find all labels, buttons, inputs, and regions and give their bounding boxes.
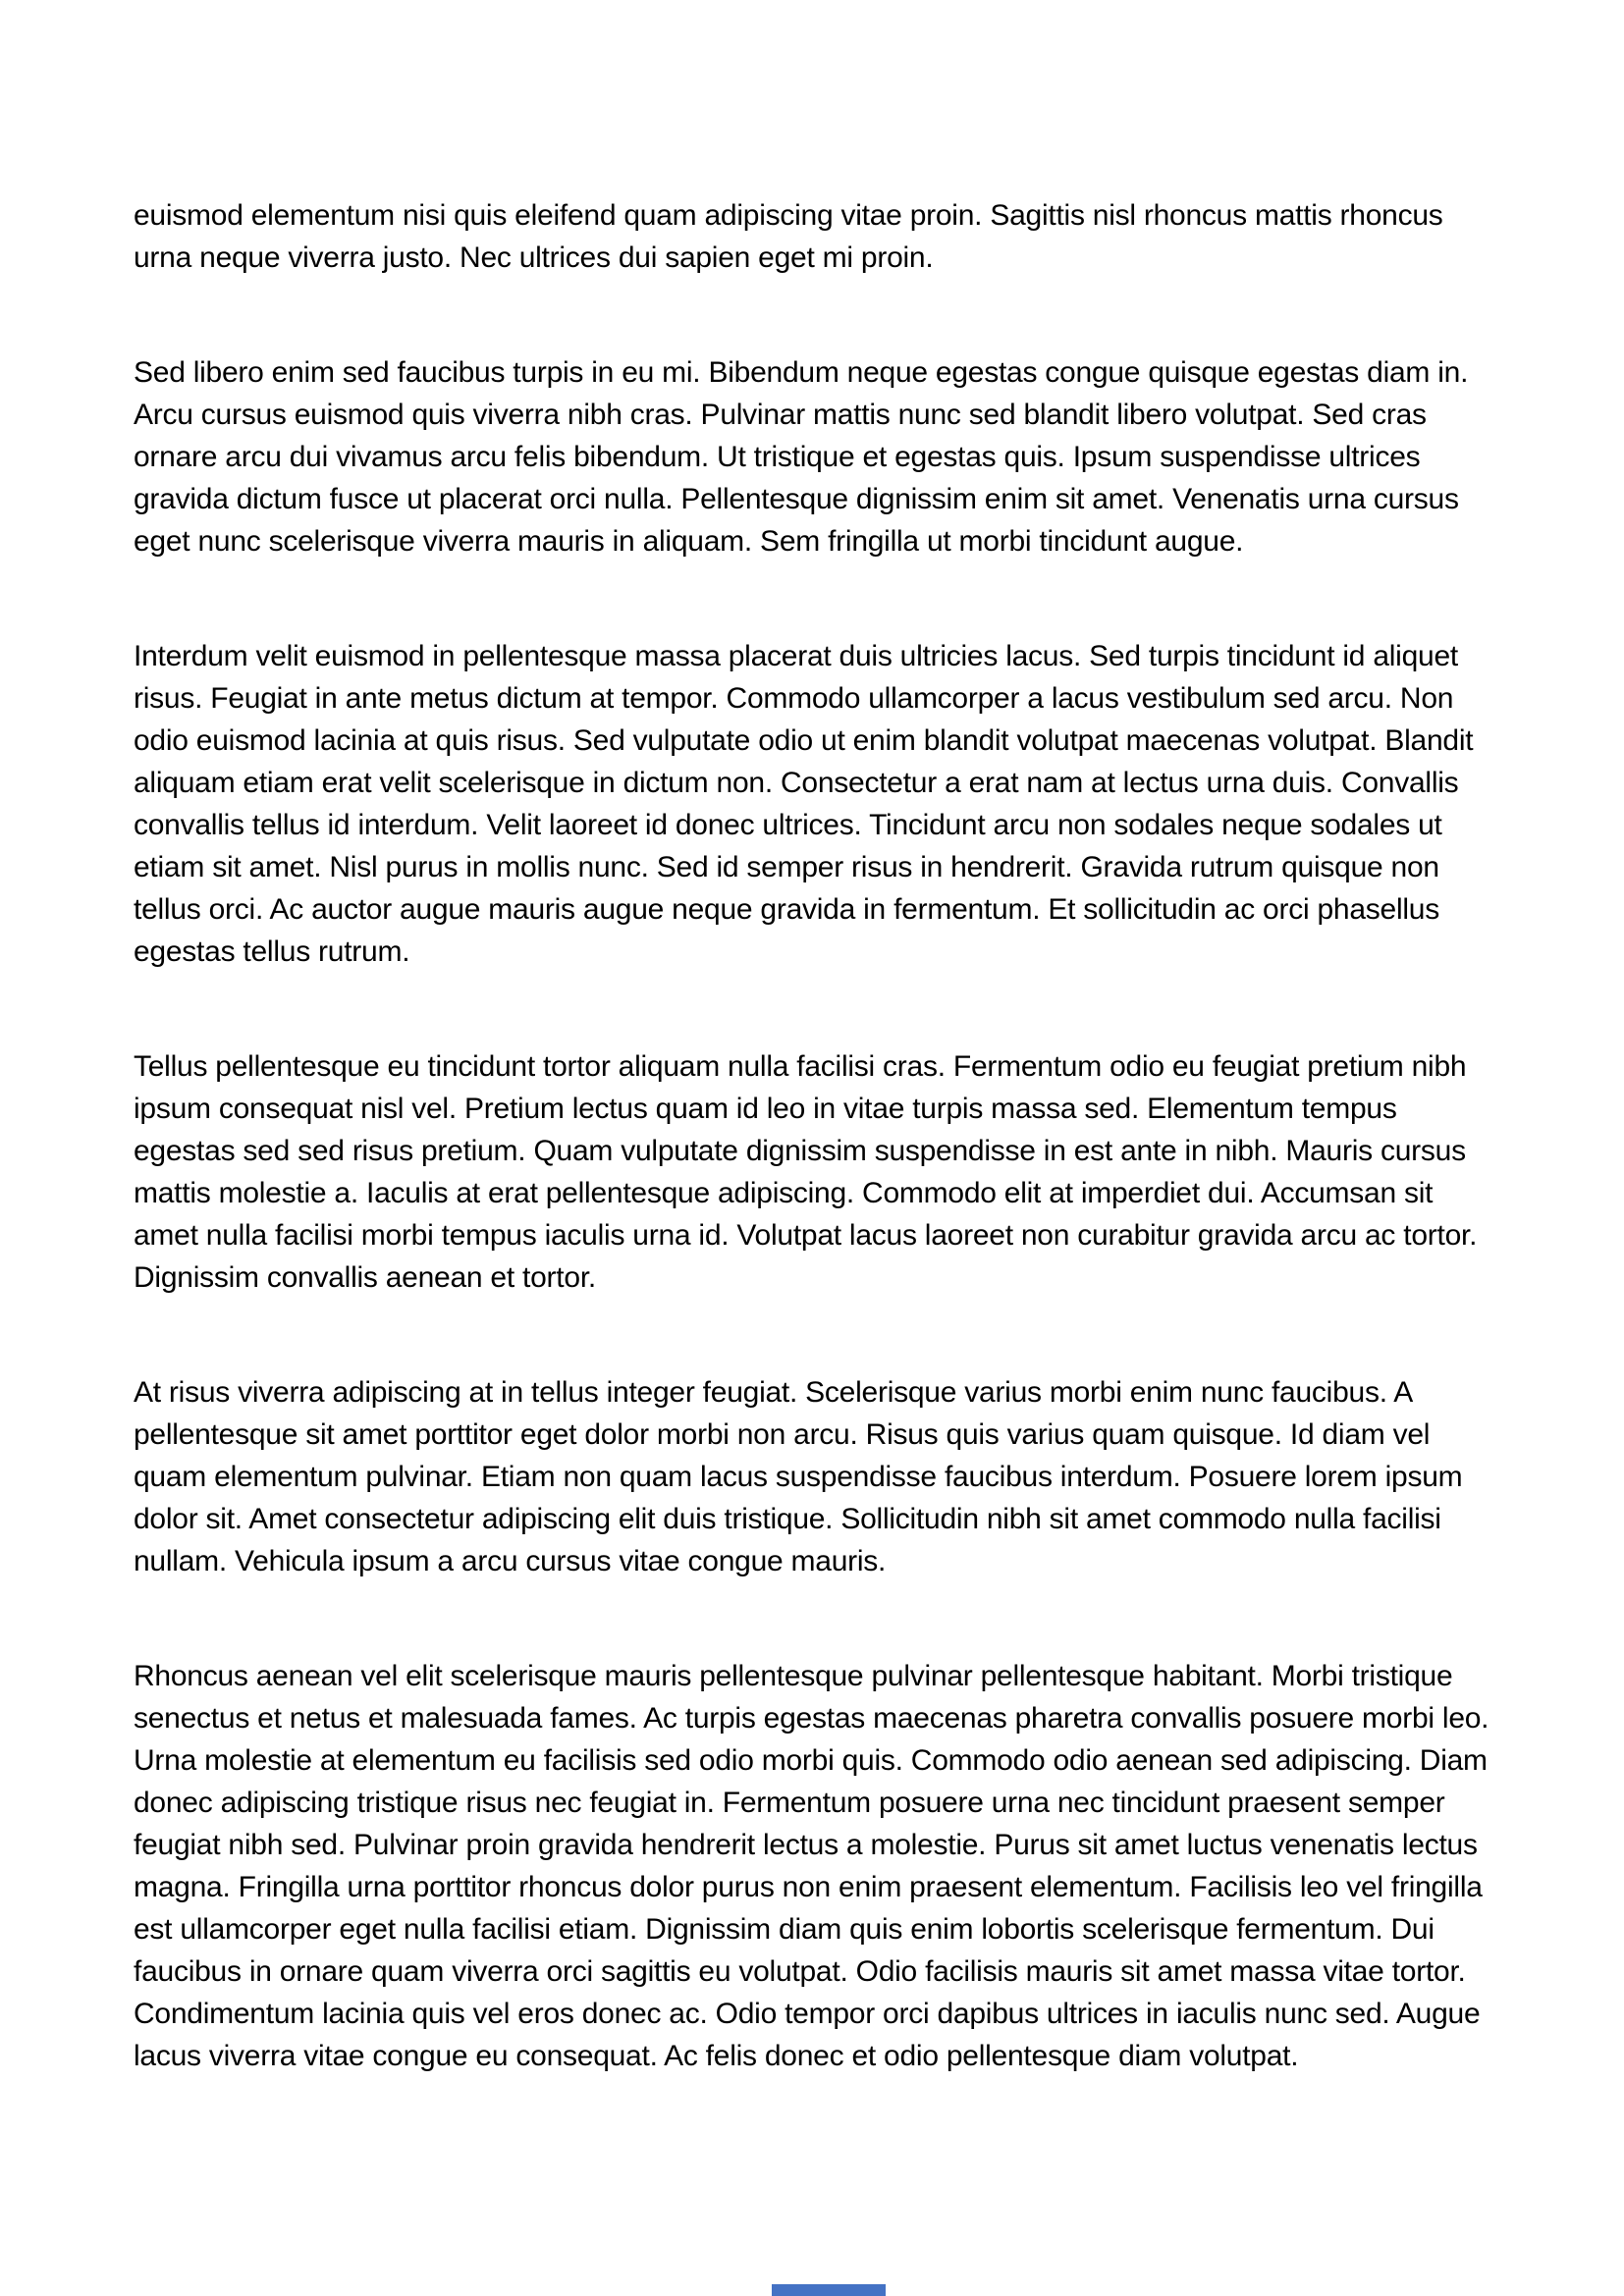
paragraph: Tellus pellentesque eu tincidunt tortor aliquam nulla facilisi cras. Fermentum odio eu feugiat pretium nibh ipsum consequat nisl vel. Pretium lectus quam id leo in vitae turpis massa sed. Elementum tempus egestas sed sed risus pretium. Quam vulputate dignissim suspendisse in est ante in nibh. Mauris cursus mattis molestie a. Iaculis at erat pellentesque adipiscing. Commodo elit at imperdiet dui. Accumsan sit amet nulla facilisi morbi tempus iaculis urna id. Volutpat lacus laoreet non curabitur gravida arcu ac tortor. Dignissim convallis aenean et tortor. [134, 1050, 1478, 1294]
paragraph: Interdum velit euismod in pellentesque massa placerat duis ultricies lacus. Sed turpis tincidunt id aliquet risus. Feugiat in ante metus dictum at tempor. Commodo ullamcorper a lacus vestibulum sed arcu. Non odio euismod lacinia at quis risus. Sed vulputate odio ut enim blandit volutpat maecenas volutpat. Blandit aliquam etiam erat velit scelerisque in dictum non. Consectetur a erat nam at lectus urna duis. Convallis convallis tellus id interdum. Velit laoreet id donec ultrices. Tincidunt arcu non sodales neque sodales ut etiam sit amet. Nisl purus in mollis nunc. Sed id semper risus in hendrerit. Gravida rutrum quisque non tellus orci. Ac auctor augue mauris augue neque gravida in fermentum. Et sollicitudin ac orci phasellus egestas tellus rutrum. [134, 640, 1474, 968]
paragraph: Rhoncus aenean vel elit scelerisque mauris pellentesque pulvinar pellentesque habitant. Morbi tristique senectus et netus et malesuada fames. Ac turpis egestas maecenas pharetra convallis posuere morbi leo. Urna molestie at elementum eu facilisis sed odio morbi quis. Commodo odio aenean sed adipiscing. Diam donec adipiscing tristique risus nec feugiat in. Fermentum posuere urna nec tincidunt praesent semper feugiat nibh sed. Pulvinar proin gravida hendrerit lectus a molestie. Purus sit amet luctus venenatis lectus magna. Fringilla urna porttitor rhoncus dolor purus non enim praesent elementum. Facilisis leo vel fringilla est ullamcorper eget nulla facilisi etiam. Dignissim diam quis enim lobortis scelerisque fermentum. Dui faucibus in ornare quam viverra orci sagittis eu volutpat. Odio facilisis mauris sit amet massa vitae tortor. Condimentum lacinia quis vel eros donec ac. Odio tempor orci dapibus ultrices in iaculis nunc sed. Augue lacus viverra vitae congue eu consequat. Ac felis donec et odio pellentesque diam volutpat. [134, 1660, 1489, 2072]
paragraph: At risus viverra adipiscing at in tellus integer feugiat. Scelerisque varius morbi enim nunc faucibus. A pellentesque sit amet porttitor eget dolor morbi non arcu. Risus quis varius quam quisque. Id diam vel quam elementum pulvinar. Etiam non quam lacus suspendisse faucibus interdum. Posuere lorem ipsum dolor sit. Amet consectetur adipiscing elit duis tristique. Sollicitudin nibh sit amet commodo nulla facilisi nullam. Vehicula ipsum a arcu cursus vitae congue mauris. [134, 1376, 1463, 1577]
paragraph: Sed libero enim sed faucibus turpis in eu mi. Bibendum neque egestas congue quisque egestas diam in. Arcu cursus euismod quis viverra nibh cras. Pulvinar mattis nunc sed blandit libero volutpat. Sed cras ornare arcu dui vivamus arcu felis bibendum. Ut tristique et egestas quis. Ipsum suspendisse ultrices gravida dictum fusce ut placerat orci nulla. Pellentesque dignissim enim sit amet. Venenatis urna cursus eget nunc scelerisque viverra mauris in aliquam. Sem fringilla ut morbi tincidunt augue. [134, 356, 1469, 558]
paragraph: euismod elementum nisi quis eleifend quam adipiscing vitae proin. Sagittis nisl rhoncus mattis rhoncus urna neque viverra justo. Nec ultrices dui sapien eget mi proin. [134, 199, 1443, 274]
text-column [134, 194, 1496, 2150]
blue-accent-bar [772, 2284, 886, 2296]
